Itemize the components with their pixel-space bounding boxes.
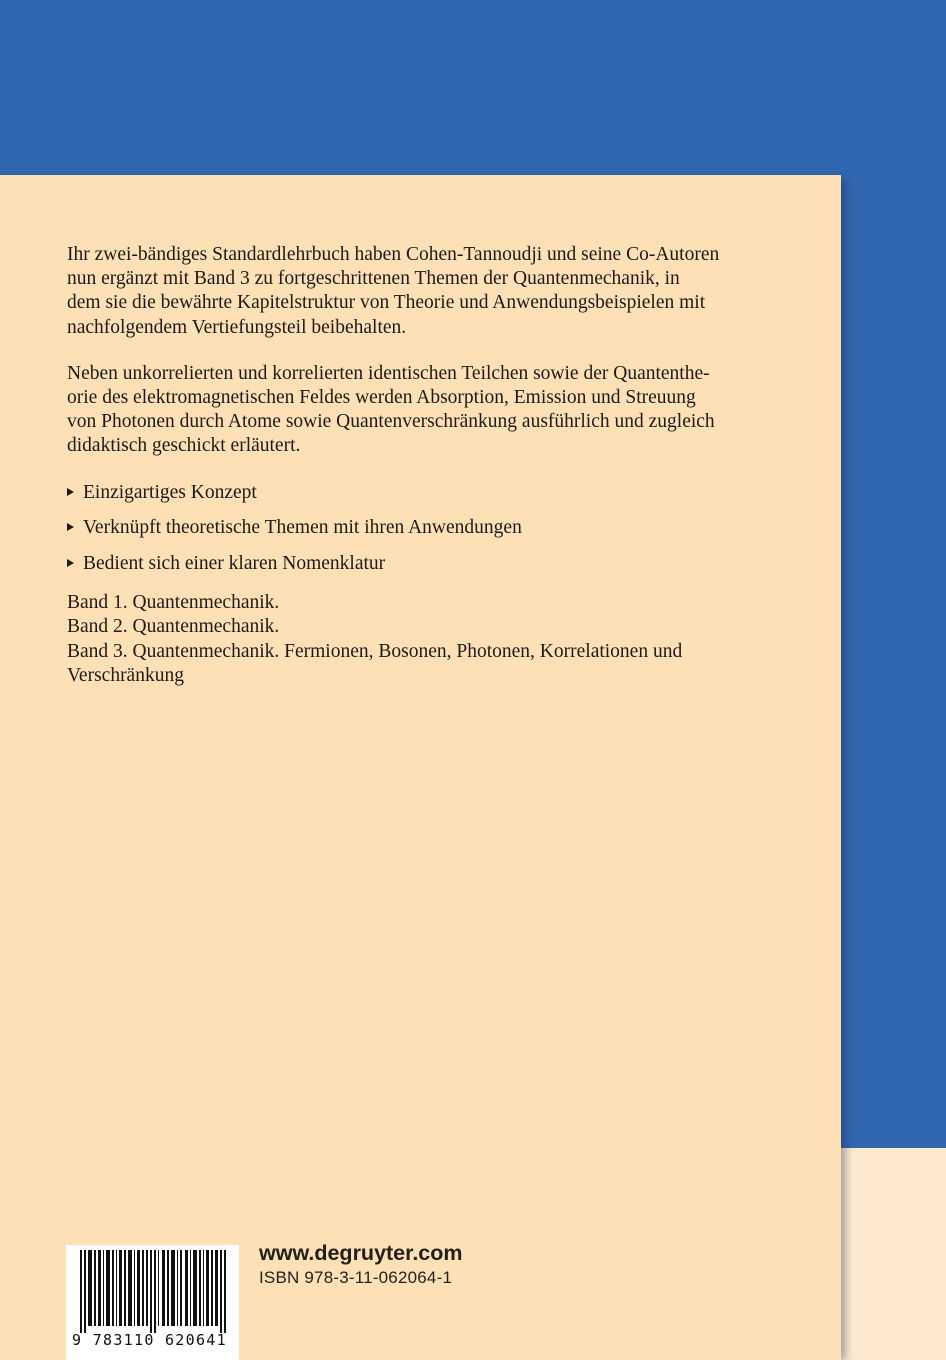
feature-label: Einzigartiges Konzept — [83, 481, 257, 503]
volume-line: Verschränkung — [67, 664, 184, 686]
triangle-bullet-icon — [67, 559, 74, 567]
feature-item — [67, 516, 787, 540]
text-line: von Photonen durch Atome sowie Quantenverschränkung ausführlich und zugleich — [67, 411, 715, 433]
feature-label: Verknüpft theoretische Themen mit ihren Anwendungen — [83, 517, 522, 539]
description-paragraph-2 — [67, 362, 787, 459]
text-line: Ihr zwei-bändiges Standardlehrbuch haben Cohen-Tannoudji und seine Co-Autoren — [67, 244, 720, 265]
isbn-number: ISBN 978-3-11-062064-1 — [259, 1268, 453, 1287]
text-line: nachfolgendem Vertiefungsteil beibehalten. — [67, 316, 407, 338]
description-paragraph-1 — [67, 243, 787, 340]
text-line: didaktisch geschickt erläutert. — [67, 435, 301, 457]
blurb-content — [67, 243, 787, 688]
feature-label: Bedient sich einer klaren Nomenklatur — [83, 553, 386, 575]
feature-list — [67, 481, 787, 577]
isbn-barcode — [66, 1245, 239, 1360]
volume-list — [67, 591, 787, 688]
triangle-bullet-icon — [67, 523, 74, 531]
text-line: Neben unkorrelierten und korrelierten identischen Teilchen sowie der Quantenthe- — [67, 362, 710, 384]
publisher-url[interactable]: www.degruyter.com — [259, 1241, 463, 1265]
text-line: dem sie die bewährte Kapitelstruktur von Theorie und Anwendungsbeispielen mit — [67, 292, 706, 314]
volume-line: Band 3. Quantenmechanik. Fermionen, Bosonen, Photonen, Korrelationen und — [67, 640, 683, 662]
text-line: orie des elektromagnetischen Feldes werden Absorption, Emission und Streuung — [67, 387, 696, 409]
barcode-digits: 9 783110 620641 — [72, 1331, 227, 1349]
volume-line: Band 1. Quantenmechanik. — [67, 592, 280, 614]
triangle-bullet-icon — [67, 488, 74, 496]
text-line: nun ergänzt mit Band 3 zu fortgeschrittenen Themen der Quantenmechanik, in — [67, 268, 680, 290]
feature-item — [67, 481, 787, 505]
feature-item — [67, 552, 787, 576]
spine-strip — [841, 1148, 946, 1360]
volume-line: Band 2. Quantenmechanik. — [67, 616, 280, 638]
